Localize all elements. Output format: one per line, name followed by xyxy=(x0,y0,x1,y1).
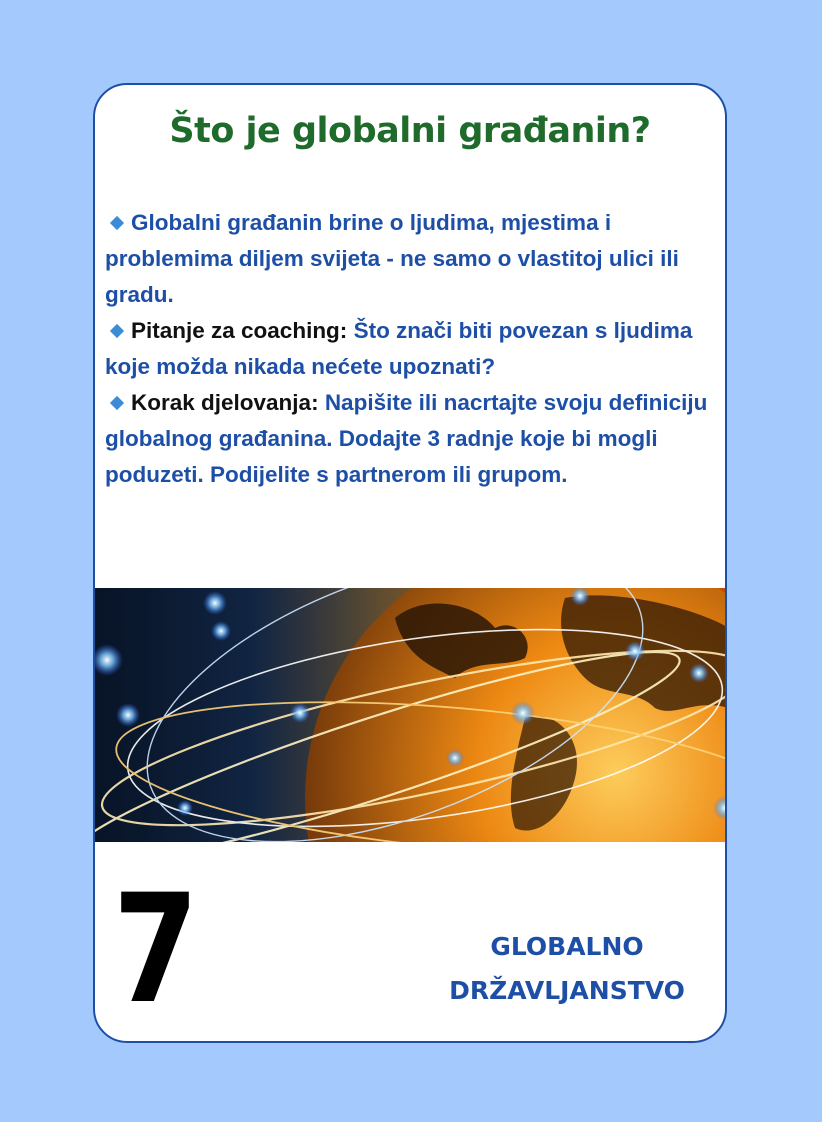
item-lead: Pitanje za coaching: xyxy=(131,318,354,343)
globe-illustration xyxy=(95,588,725,842)
card-number: 7 xyxy=(113,863,199,1037)
item-text: Što znači biti povezan s ljudima koje možda nikada nećete upoznati? xyxy=(105,318,693,379)
info-card xyxy=(93,83,727,1043)
list-item xyxy=(105,313,711,385)
category-line-2: DRŽAVLJANSTVO xyxy=(449,976,685,1005)
card-body xyxy=(105,205,711,493)
category-label xyxy=(427,925,707,1013)
item-lead: Korak djelovanja: xyxy=(131,390,325,415)
item-text: Napišite ili nacrtajte svoju definiciju globalnog građanina. Dodajte 3 radnje koje bi mogli poduzeti. Podijelite s partnerom ili grupom. xyxy=(105,390,708,487)
category-line-1: GLOBALNO xyxy=(490,932,644,961)
globe-network-image xyxy=(95,588,725,842)
list-item xyxy=(105,205,711,313)
list-item xyxy=(105,385,711,493)
diamond-bullet-icon xyxy=(110,323,124,337)
card-title: Što je globalni građanin? xyxy=(169,111,651,151)
item-text: Globalni građanin brine o ljudima, mjestima i problemima diljem svijeta - ne samo o vlastitoj ulici ili gradu. xyxy=(105,210,679,307)
diamond-bullet-icon xyxy=(110,215,124,229)
diamond-bullet-icon xyxy=(110,395,124,409)
